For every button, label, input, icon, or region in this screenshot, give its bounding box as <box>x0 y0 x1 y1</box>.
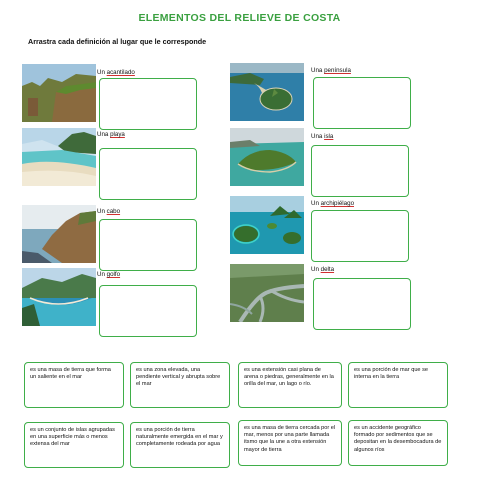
gulf-photo <box>22 268 96 326</box>
delta-photo <box>230 264 304 322</box>
instruction-text: Arrastra cada definición al lugar que le corresponde <box>28 37 207 46</box>
archipelago-photo <box>230 196 304 254</box>
item-label-golfo: Un golfo <box>97 271 121 278</box>
drop-zone-peninsula[interactable] <box>313 77 411 129</box>
item-label-archipielago: Un archipiélago <box>311 200 355 207</box>
drop-zone-golfo[interactable] <box>99 285 197 337</box>
drop-zone-playa[interactable] <box>99 148 197 200</box>
definition-card-3[interactable]: es una extensión casi plana de arena o piedras, generalmente en la orilla del mar, un lago o río. <box>238 362 342 408</box>
item-label-cabo: Un cabo <box>97 208 121 215</box>
item-label-peninsula: Una península <box>311 67 351 74</box>
item-label-playa: Una playa <box>97 131 125 138</box>
item-label-isla: Una isla <box>311 133 334 140</box>
definition-card-4[interactable]: es una porción de mar que se interna en la tierra <box>348 362 448 408</box>
definition-card-2[interactable]: es una zona elevada, una pendiente vertical y abrupta sobre el mar <box>130 362 230 408</box>
definition-card-6[interactable]: es una porción de tierra naturalmente emergida en el mar y completamente rodeada por agua <box>130 422 230 468</box>
beach-photo <box>22 128 96 186</box>
definition-card-8[interactable]: es un accidente geográfico formado por sedimentos que se depositan en la desembocadura de algunos ríos <box>348 420 448 466</box>
definition-card-7[interactable]: es una masa de tierra cercada por el mar, menos por una parte llamada itsmo que la une a otra extensión mayor de tierra <box>238 420 342 466</box>
drop-zone-archipielago[interactable] <box>311 210 409 262</box>
item-label-acantilado: Un acantilado <box>97 69 135 76</box>
drop-zone-acantilado[interactable] <box>99 78 197 130</box>
drop-zone-cabo[interactable] <box>99 219 197 271</box>
definition-card-1[interactable]: es una masa de tierra que forma un saliente en el mar <box>24 362 124 408</box>
cape-photo <box>22 205 96 263</box>
drop-zone-isla[interactable] <box>311 145 409 197</box>
cliff-photo <box>22 64 96 122</box>
peninsula-photo <box>230 63 304 121</box>
item-label-delta: Un delta <box>311 266 335 273</box>
definition-card-5[interactable]: es un conjunto de islas agrupadas en una superficie más o menos extensa del mar <box>24 422 124 468</box>
drop-zone-delta[interactable] <box>313 278 411 330</box>
page-title: ELEMENTOS DEL RELIEVE DE COSTA <box>138 12 341 24</box>
island-photo <box>230 128 304 186</box>
